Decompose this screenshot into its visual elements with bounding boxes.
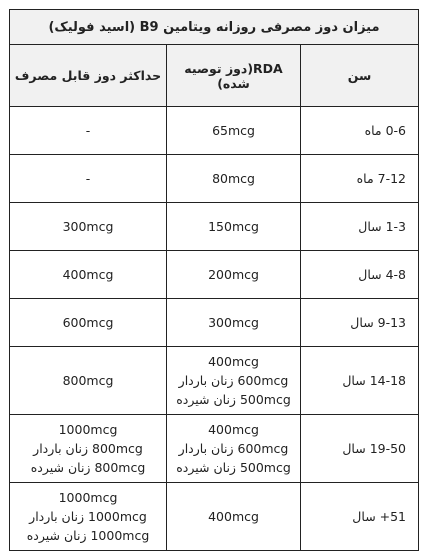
max-line: 1000mcg زنان باردار bbox=[29, 509, 147, 524]
max-line: - bbox=[85, 123, 91, 138]
max-cell bbox=[10, 415, 167, 483]
rda-line: 500mcg زنان شیرده bbox=[176, 392, 291, 407]
rda-line: 65mcg bbox=[212, 123, 255, 138]
age-cell: 14-18 سال bbox=[301, 347, 419, 415]
table-title-row bbox=[10, 10, 419, 45]
header-rda: RDA(دوز توصیه شده) bbox=[167, 45, 301, 107]
table-row bbox=[10, 299, 419, 347]
age-cell: 7-12 ماه bbox=[301, 155, 419, 203]
rda-cell bbox=[167, 415, 301, 483]
max-line: 1000mcg bbox=[58, 490, 118, 505]
max-cell bbox=[10, 251, 167, 299]
table-header-row bbox=[10, 45, 419, 107]
age-cell: 0-6 ماه bbox=[301, 107, 419, 155]
rda-line: 80mcg bbox=[212, 171, 255, 186]
max-line: 1000mcg زنان شیرده bbox=[26, 528, 150, 543]
max-cell bbox=[10, 347, 167, 415]
max-line: 600mcg bbox=[62, 315, 114, 330]
folic-acid-dosage-table bbox=[9, 9, 419, 551]
max-line: 1000mcg bbox=[58, 422, 118, 437]
max-cell bbox=[10, 483, 167, 551]
rda-line: 200mcg bbox=[208, 267, 259, 282]
max-line: 800mcg زنان باردار bbox=[33, 441, 143, 456]
max-line: 400mcg bbox=[62, 267, 114, 282]
rda-line: 400mcg bbox=[208, 509, 259, 524]
rda-cell bbox=[167, 155, 301, 203]
folic-acid-dosage-table-wrapper bbox=[9, 9, 418, 551]
age-cell: 4-8 سال bbox=[301, 251, 419, 299]
rda-line: 500mcg زنان شیرده bbox=[176, 460, 291, 475]
rda-line: 300mcg bbox=[208, 315, 259, 330]
header-max: حداکثر دوز قابل مصرف bbox=[10, 45, 167, 107]
rda-line: 400mcg bbox=[208, 422, 259, 437]
max-cell bbox=[10, 155, 167, 203]
table-row bbox=[10, 415, 419, 483]
rda-cell bbox=[167, 251, 301, 299]
max-line: 800mcg زنان شیرده bbox=[30, 460, 146, 475]
table-row bbox=[10, 155, 419, 203]
table-row bbox=[10, 483, 419, 551]
max-line: - bbox=[85, 171, 91, 186]
rda-line: 600mcg زنان باردار bbox=[178, 441, 289, 456]
table-row bbox=[10, 251, 419, 299]
rda-line: 150mcg bbox=[208, 219, 259, 234]
table-row bbox=[10, 107, 419, 155]
rda-cell bbox=[167, 107, 301, 155]
rda-cell bbox=[167, 299, 301, 347]
header-age: سن bbox=[301, 45, 419, 107]
max-line: 300mcg bbox=[62, 219, 114, 234]
rda-cell bbox=[167, 483, 301, 551]
age-cell: 9-13 سال bbox=[301, 299, 419, 347]
max-cell bbox=[10, 203, 167, 251]
max-line: 800mcg bbox=[62, 373, 114, 388]
rda-line: 400mcg bbox=[208, 354, 259, 369]
max-cell bbox=[10, 107, 167, 155]
table-row bbox=[10, 347, 419, 415]
max-cell bbox=[10, 299, 167, 347]
rda-cell bbox=[167, 347, 301, 415]
age-cell: 51+ سال bbox=[301, 483, 419, 551]
table-row bbox=[10, 203, 419, 251]
table-title: میزان دوز مصرفی روزانه ویتامین B9 (اسید فولیک) bbox=[10, 10, 419, 45]
age-cell: 19-50 سال bbox=[301, 415, 419, 483]
age-cell: 1-3 سال bbox=[301, 203, 419, 251]
rda-cell bbox=[167, 203, 301, 251]
rda-line: 600mcg زنان باردار bbox=[178, 373, 289, 388]
